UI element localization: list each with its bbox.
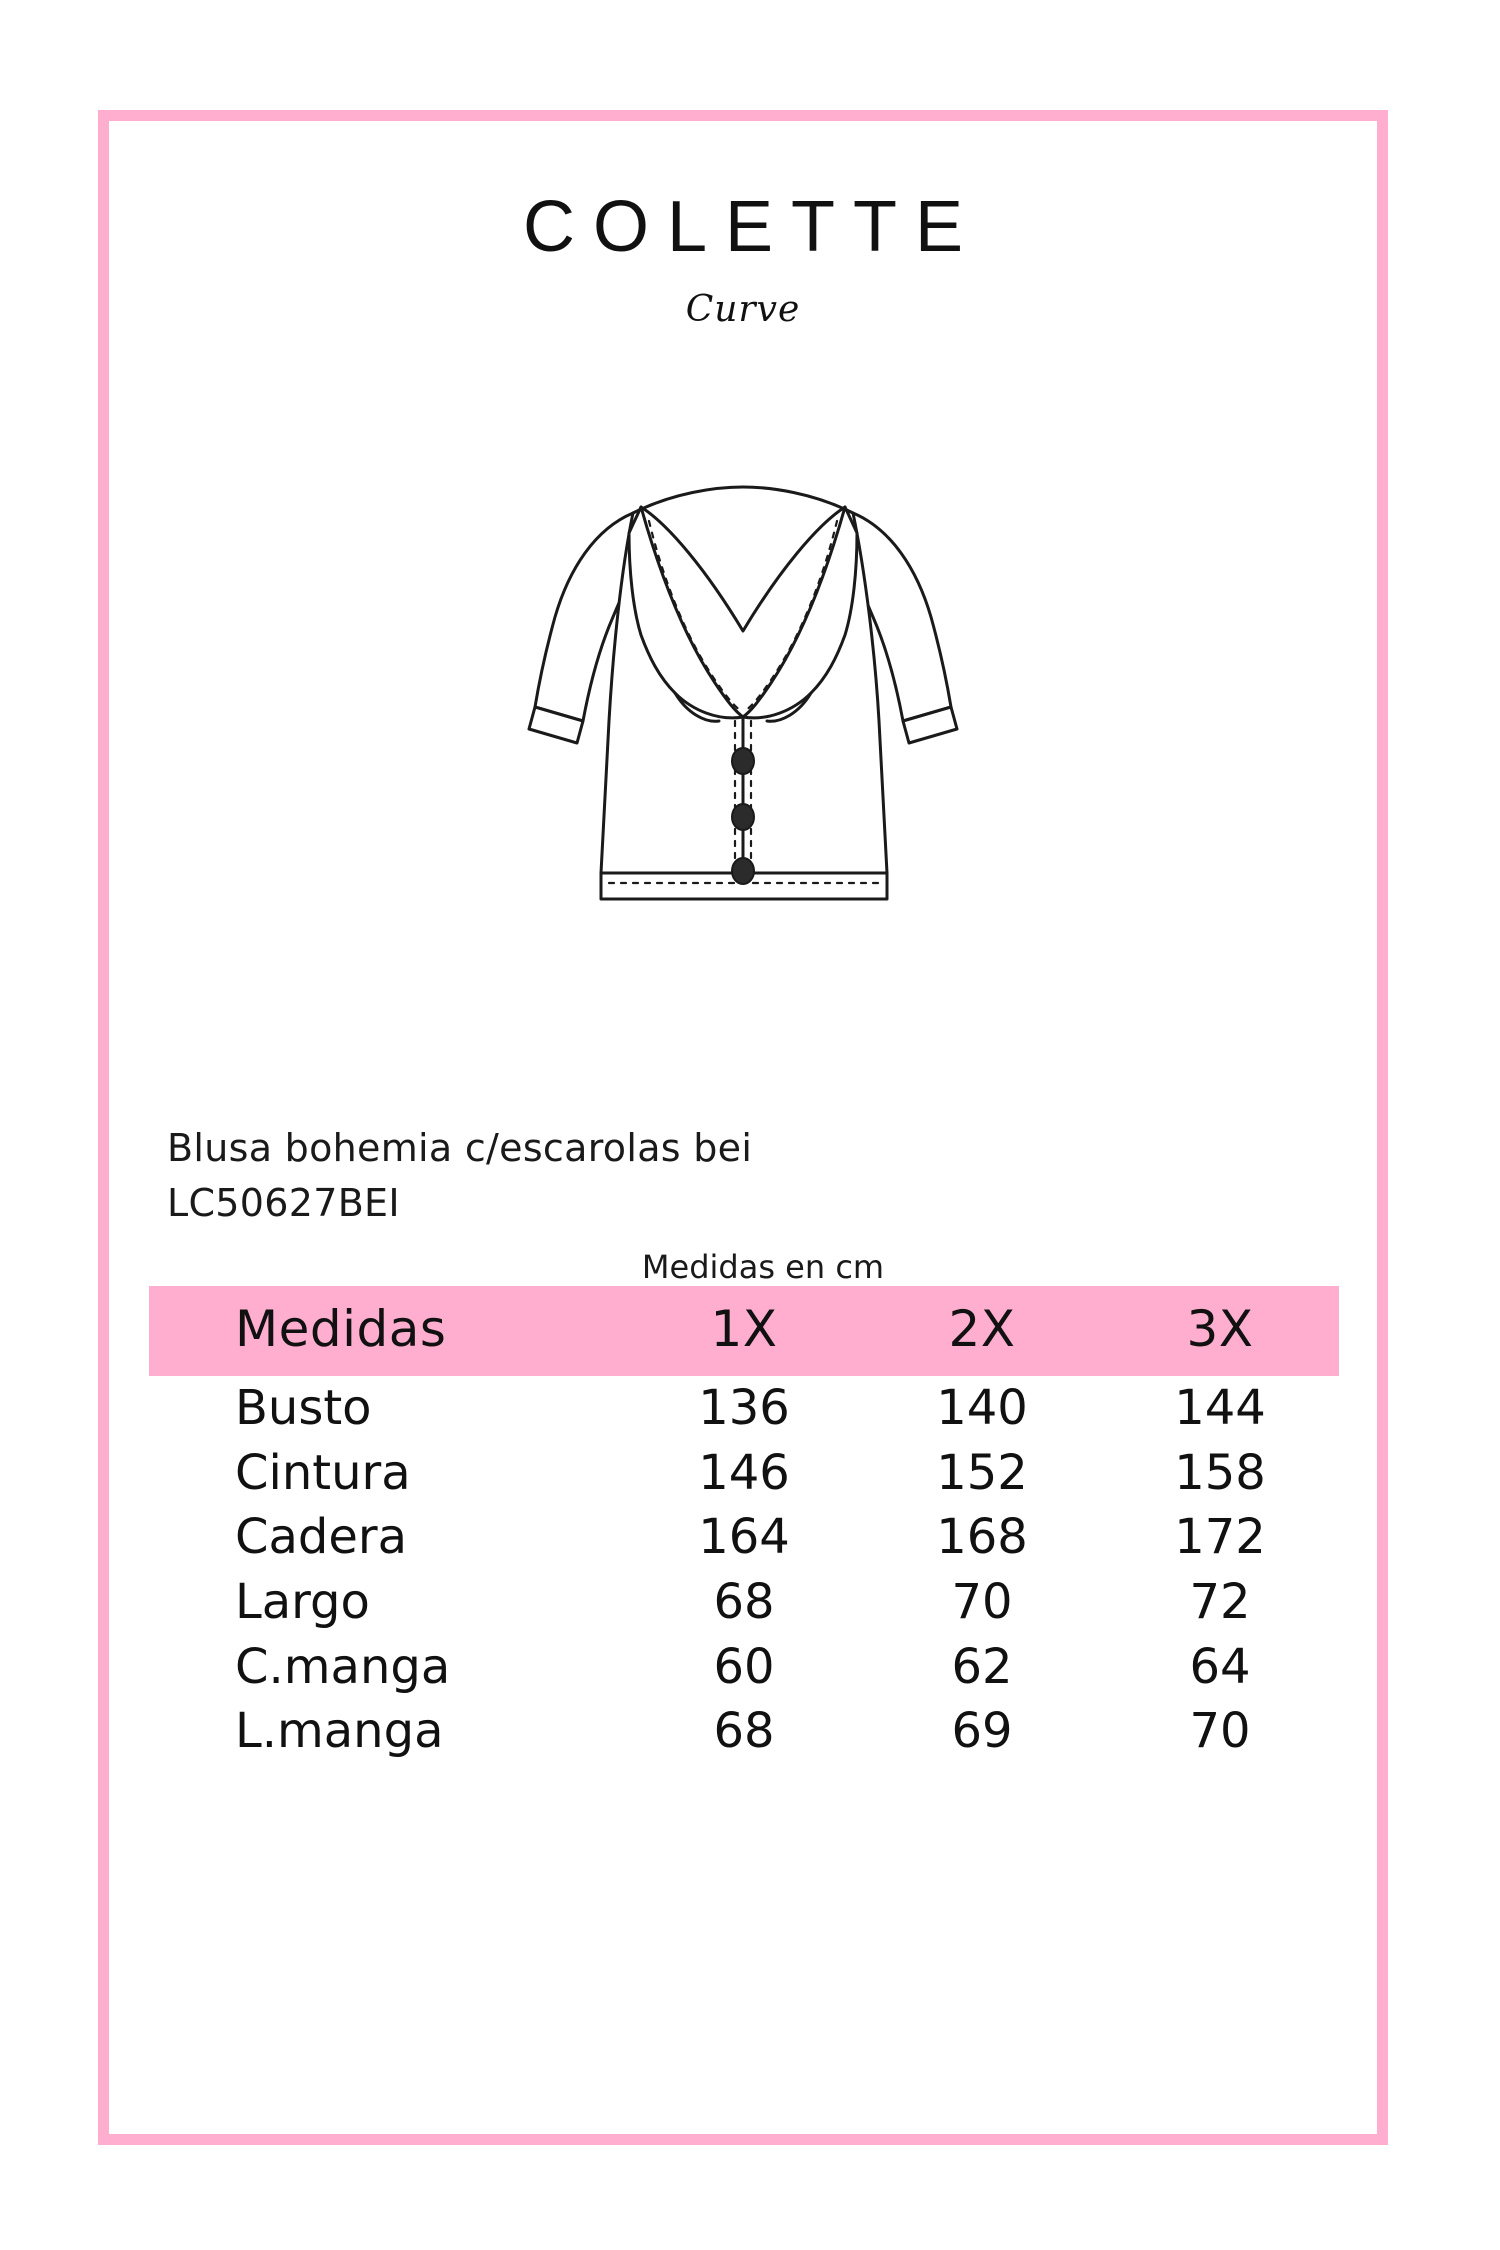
pink-frame-border (98, 110, 1388, 2145)
units-caption: Medidas en cm (641, 1248, 885, 1286)
blouse-illustration (483, 421, 1003, 1001)
cell-largo-3x: 72 (1189, 1573, 1251, 1630)
cell-largo-1x: 68 (713, 1573, 775, 1630)
cell-lmanga-1x: 68 (713, 1703, 775, 1760)
cell-busto-1x: 136 (698, 1380, 790, 1436)
table-header-2x: 2X (948, 1300, 1016, 1358)
cell-cadera-1x: 164 (698, 1509, 790, 1566)
cell-lmanga-2x: 69 (951, 1703, 1013, 1760)
table-header-3x: 3X (1186, 1300, 1254, 1358)
row-label-busto: Busto (235, 1380, 372, 1436)
table-header-1x: 1X (710, 1300, 778, 1358)
row-label-cmanga: C.manga (235, 1638, 451, 1695)
brand-header (109, 187, 1377, 330)
cell-busto-3x: 144 (1174, 1380, 1266, 1436)
cell-largo-2x: 70 (951, 1573, 1013, 1630)
cell-busto-2x: 140 (936, 1380, 1028, 1436)
product-code: LC50627BEI (167, 1181, 400, 1226)
brand-name: COLETTE (522, 187, 982, 267)
table-row (149, 1505, 1339, 1570)
cell-cadera-2x: 168 (936, 1509, 1028, 1566)
cell-cadera-3x: 172 (1174, 1509, 1266, 1566)
cell-cmanga-3x: 64 (1189, 1638, 1251, 1695)
row-label-cintura: Cintura (235, 1444, 411, 1501)
measurements-table-container (149, 1286, 1339, 1764)
brand-subtitle: Curve (685, 289, 801, 330)
table-row (149, 1570, 1339, 1635)
cell-cmanga-2x: 62 (951, 1638, 1013, 1695)
cell-lmanga-3x: 70 (1189, 1703, 1251, 1760)
cell-cintura-1x: 146 (698, 1444, 790, 1501)
table-header-row (149, 1286, 1339, 1376)
row-label-lmanga: L.manga (235, 1703, 444, 1760)
product-name: Blusa bohemia c/escarolas bei (167, 1126, 753, 1170)
row-label-cadera: Cadera (235, 1509, 408, 1566)
row-label-largo: Largo (235, 1573, 370, 1630)
table-header-measures: Medidas (235, 1300, 447, 1358)
table-row (149, 1376, 1339, 1441)
cell-cintura-2x: 152 (936, 1444, 1028, 1501)
measurements-table (149, 1286, 1339, 1764)
table-row (149, 1635, 1339, 1700)
cell-cintura-3x: 158 (1174, 1444, 1266, 1501)
table-row (149, 1699, 1339, 1764)
table-row (149, 1441, 1339, 1506)
product-info (167, 1121, 1267, 1231)
cell-cmanga-1x: 60 (713, 1638, 775, 1695)
